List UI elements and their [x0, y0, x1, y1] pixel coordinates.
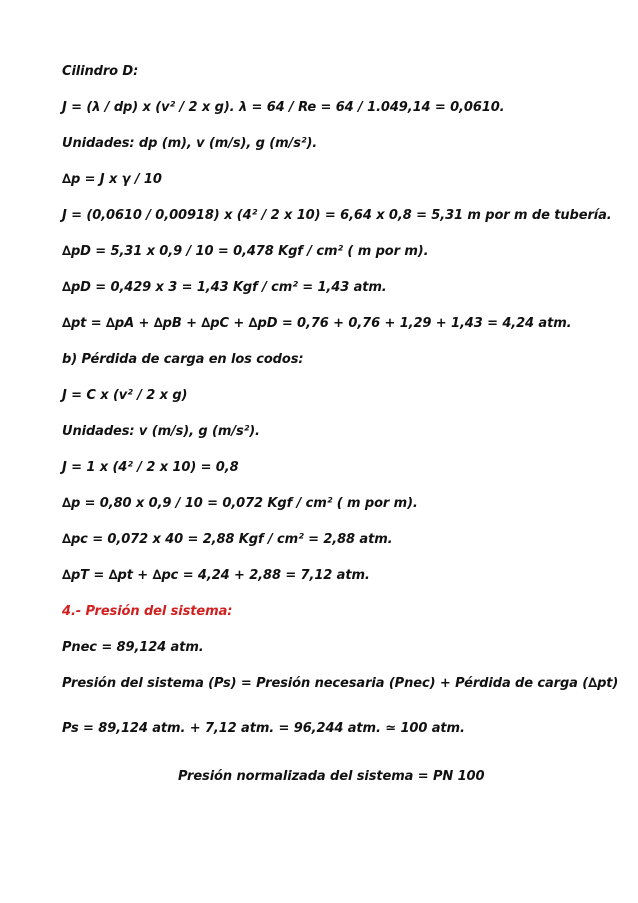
system-pressure-formula: Presión del sistema (Ps) = Presión necesaria (Pnec) + Pérdida de carga (∆pt) — [62, 676, 619, 691]
calculation-j: J = (0,0610 / 0,00918) x (4² / 2 x 10) = 6,64 x 0,8 = 5,31 m por m de tubería. — [62, 208, 612, 223]
section-b-title: b) Pérdida de carga en los codos: — [62, 352, 304, 367]
formula-delta-p: ∆p = J x γ / 10 — [62, 172, 162, 187]
calculation-delta-pt-total: ∆pT = ∆pt + ∆pc = 4,24 + 2,88 = 7,12 atm. — [62, 568, 370, 583]
calculation-delta-p-elbows: ∆p = 0,80 x 0,9 / 10 = 0,072 Kgf / cm² ( m por m). — [62, 496, 418, 511]
units-line-2: Unidades: v (m/s), g (m/s²). — [62, 424, 260, 439]
cylinder-d-title: Cilindro D: — [62, 64, 139, 79]
formula-j-lambda: J = (λ / dp) x (v² / 2 x g). λ = 64 / Re = 64 / 1.049,14 = 0,0610. — [62, 100, 505, 115]
pnec-value: Pnec = 89,124 atm. — [62, 640, 204, 655]
calculation-j-elbows: J = 1 x (4² / 2 x 10) = 0,8 — [62, 460, 239, 475]
normalized-pressure: Presión normalizada del sistema = PN 100 — [178, 769, 485, 784]
section-4-heading: 4.- Presión del sistema: — [62, 604, 233, 619]
system-pressure-calculation: Ps = 89,124 atm. + 7,12 atm. = 96,244 atm. ≃ 100 atm. — [62, 721, 465, 736]
calculation-delta-pd-1: ∆pD = 5,31 x 0,9 / 10 = 0,478 Kgf / cm² ( m por m). — [62, 244, 429, 259]
units-line-1: Unidades: dp (m), v (m/s), g (m/s²). — [62, 136, 318, 151]
calculation-delta-pt: ∆pt = ∆pA + ∆pB + ∆pC + ∆pD = 0,76 + 0,76 + 1,29 + 1,43 = 4,24 atm. — [62, 316, 572, 331]
calculation-delta-pc: ∆pc = 0,072 x 40 = 2,88 Kgf / cm² = 2,88 atm. — [62, 532, 393, 547]
formula-j-elbows: J = C x (v² / 2 x g) — [62, 388, 188, 403]
calculation-delta-pd-2: ∆pD = 0,429 x 3 = 1,43 Kgf / cm² = 1,43 atm. — [62, 280, 387, 295]
